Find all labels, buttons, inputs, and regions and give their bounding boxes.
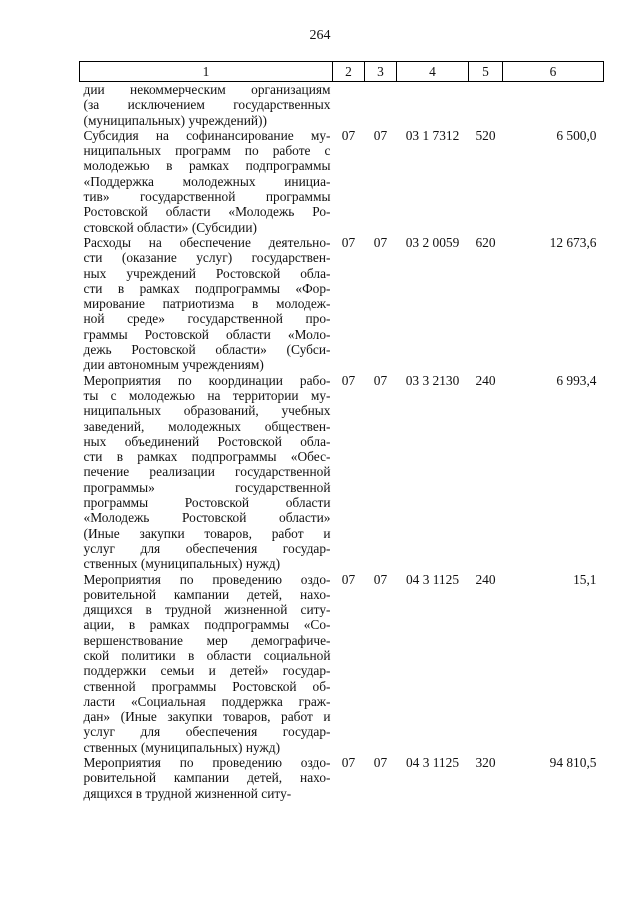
column-header-1: 1 — [80, 62, 333, 82]
section-code: 07 — [341, 127, 356, 143]
section-code: 07 — [341, 234, 356, 250]
row-description — [80, 128, 333, 235]
column-header-2: 2 — [333, 62, 365, 82]
target-article-code: 03 2 0059 — [405, 234, 460, 250]
target-article-code — [397, 82, 469, 128]
description-line: сти в рамках подпрограммы «Обес- — [83, 449, 331, 465]
description-line: дежь Ростовской области» (Субси- — [83, 342, 331, 358]
description-line: ровительной кампании детей, нахо- — [83, 770, 331, 786]
table-row — [80, 128, 604, 235]
description-line: граммы Ростовской области «Моло- — [83, 326, 331, 342]
description-line: ской политики в области социальной — [83, 647, 331, 663]
subsection-code: 07 — [373, 571, 388, 587]
amount-value: 6 993,4 — [556, 372, 597, 388]
description-line: вершенствование мер демографиче- — [83, 632, 331, 648]
description-line: мирование патриотизма в молодеж- — [83, 296, 331, 312]
description-line: ственных (муниципальных) нужд) — [83, 739, 281, 755]
table-row — [80, 82, 604, 128]
description-line: Субсидия на софинансирование му- — [83, 127, 331, 143]
table-row — [80, 373, 604, 572]
description-line: ниципальных образований, учебных — [83, 403, 331, 419]
subsection-code: 07 — [373, 372, 388, 388]
description-line: (за исключением государственных — [83, 97, 331, 113]
description-line: дии автономным учреждениям) — [83, 357, 264, 373]
description-line: ной среде» государственной про- — [83, 311, 331, 327]
target-article-code: 04 3 1125 — [405, 571, 460, 587]
description-line: дан» (Иные закупки товаров, работ и — [83, 709, 331, 725]
section-code: 07 — [341, 755, 356, 771]
amount-value: 15,1 — [573, 571, 597, 587]
section-code: 07 — [341, 372, 356, 388]
expense-type-code: 320 — [475, 755, 496, 771]
description-line: ных учреждений Ростовской обла- — [83, 265, 331, 281]
description-line: Мероприятия по проведению оздо- — [83, 571, 331, 587]
description-line: сти (оказание услуг) государствен- — [83, 250, 331, 266]
description-line: дящихся в трудной жизненной ситу- — [83, 602, 331, 618]
row-description — [80, 373, 333, 572]
description-line: программы» государственной — [83, 479, 331, 495]
description-line: Мероприятия по координации рабо- — [83, 372, 331, 388]
subsection-code: 07 — [373, 127, 388, 143]
description-line: Мероприятия по проведению оздо- — [83, 755, 331, 771]
table-body — [80, 82, 604, 801]
description-line: стовской области» (Субсидии) — [83, 219, 257, 235]
subsection-code — [365, 82, 397, 128]
row-description — [80, 82, 333, 128]
amount-value: 6 500,0 — [556, 127, 597, 143]
description-line: (Иные закупки товаров, работ и — [83, 525, 331, 541]
section-code: 07 — [341, 571, 356, 587]
description-line: ственных (муниципальных) нужд) — [83, 556, 281, 572]
target-article-code: 04 3 1125 — [405, 755, 460, 771]
table-row — [80, 755, 604, 801]
description-line: Расходы на обеспечение деятельно- — [83, 234, 331, 250]
description-line: заведений, молодежных обществен- — [83, 418, 331, 434]
amount-value: 94 810,5 — [549, 755, 597, 771]
subsection-code: 07 — [373, 755, 388, 771]
description-line: поддержки семьи и детей» государ- — [83, 663, 331, 679]
section-code — [333, 82, 365, 128]
row-description — [80, 755, 333, 801]
column-header-5: 5 — [469, 62, 503, 82]
description-line: сти в рамках подпрограммы «Фор- — [83, 280, 331, 296]
description-line: «Поддержка молодежных инициа- — [83, 173, 331, 189]
target-article-code: 03 1 7312 — [405, 127, 460, 143]
table-header-row — [80, 62, 604, 82]
table-row — [80, 572, 604, 756]
description-line: ты с молодежью на территории му- — [83, 387, 331, 403]
amount-value — [503, 82, 604, 128]
description-line: печение реализации государственной — [83, 464, 331, 480]
description-line: ровительной кампании детей, нахо- — [83, 586, 331, 602]
column-header-4: 4 — [397, 62, 469, 82]
description-line: ниципальных программ по работе с — [83, 143, 331, 159]
expense-type-code: 520 — [475, 127, 496, 143]
description-line: услуг для обеспечения государ- — [83, 724, 331, 740]
description-line: программы Ростовской области — [83, 495, 331, 511]
row-description — [80, 572, 333, 756]
table-row — [80, 235, 604, 373]
description-line: Ростовской области «Молодежь Ро- — [83, 204, 331, 220]
target-article-code: 03 3 2130 — [405, 372, 460, 388]
description-line: услуг для обеспечения государ- — [83, 540, 331, 556]
description-line: ственной программы Ростовской об- — [83, 678, 331, 694]
description-line: ласти «Социальная поддержка граж- — [83, 693, 331, 709]
description-line: дящихся в трудной жизненной ситу- — [83, 785, 292, 801]
expense-type-code — [469, 82, 503, 128]
description-line: «Молодежь Ростовской области» — [83, 510, 331, 526]
column-header-6: 6 — [503, 62, 604, 82]
page-number: 264 — [309, 28, 331, 43]
description-line: (муниципальных) учреждений)) — [83, 112, 267, 128]
subsection-code: 07 — [373, 234, 388, 250]
budget-table — [79, 61, 604, 801]
description-line: ации, в рамках подпрограммы «Со- — [83, 617, 331, 633]
description-line: тив» государственной программы — [83, 189, 331, 205]
column-header-3: 3 — [365, 62, 397, 82]
description-line: дии некоммерческим организациям — [83, 82, 331, 97]
expense-type-code: 620 — [475, 234, 496, 250]
description-line: молодежью в рамках подпрограммы — [83, 158, 331, 174]
expense-type-code: 240 — [475, 372, 496, 388]
expense-type-code: 240 — [475, 571, 496, 587]
amount-value: 12 673,6 — [549, 234, 597, 250]
description-line: ных объединений Ростовской обла- — [83, 433, 331, 449]
row-description — [80, 235, 333, 373]
